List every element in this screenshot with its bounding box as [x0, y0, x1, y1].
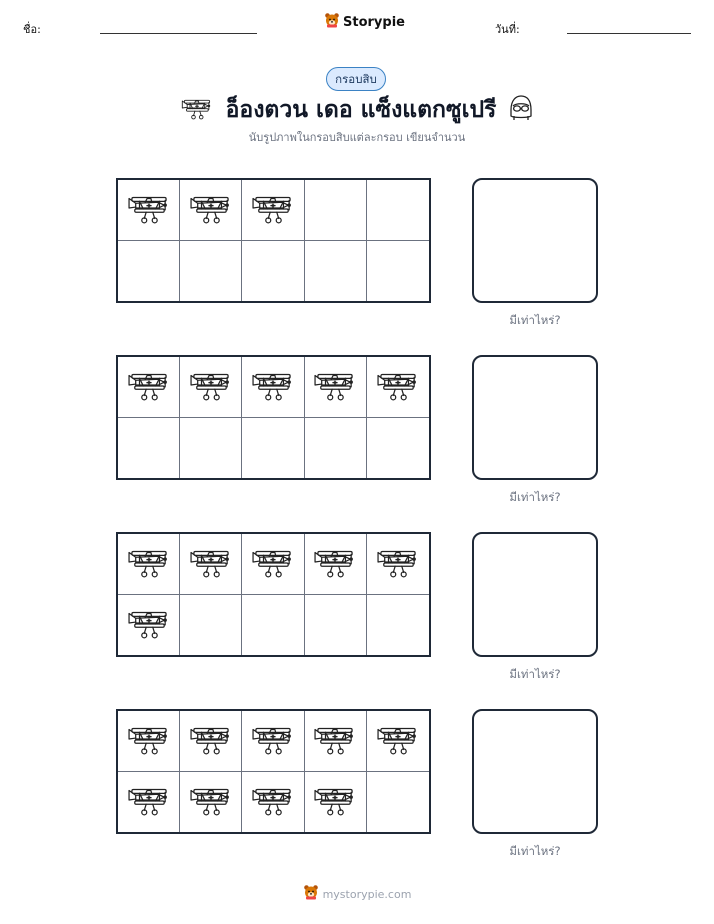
answer-box[interactable]	[472, 532, 598, 657]
ten-frame-cell	[180, 180, 242, 241]
ten-frame-cell	[305, 772, 367, 833]
biplane-icon	[375, 720, 421, 762]
how-many-label: มีเท่าไหร่?	[509, 667, 561, 681]
ten-frame-cell	[242, 241, 304, 302]
name-field-line[interactable]	[100, 33, 257, 34]
ten-frame-cell	[180, 595, 242, 656]
footer-url: mystorypie.com	[322, 887, 412, 901]
brand-name: Storypie	[343, 14, 405, 30]
how-many-label: มีเท่าไหร่?	[509, 490, 561, 504]
how-many-label: มีเท่าไหร่?	[509, 844, 561, 858]
biplane-icon	[188, 189, 234, 231]
biplane-icon	[188, 366, 234, 408]
date-field-line[interactable]	[567, 33, 691, 34]
ten-frame-cell	[242, 357, 304, 418]
biplane-icon	[250, 189, 296, 231]
footer	[0, 884, 714, 904]
ten-frame-cell	[305, 418, 367, 479]
biplane-icon	[250, 720, 296, 762]
ten-frame-cell	[118, 772, 180, 833]
ten-frame-cell	[305, 711, 367, 772]
ten-frame-cell	[305, 595, 367, 656]
biplane-icon	[250, 366, 296, 408]
ten-frame-cell	[367, 241, 429, 302]
brand-logo	[324, 12, 405, 32]
ten-frame-cell	[180, 241, 242, 302]
biplane-icon	[188, 720, 234, 762]
how-many-label: มีเท่าไหร่?	[509, 313, 561, 327]
biplane-icon	[250, 781, 296, 823]
ten-frame-cell	[180, 357, 242, 418]
biplane-icon	[375, 366, 421, 408]
ten-frame	[116, 355, 431, 480]
ten-frame-cell	[118, 180, 180, 241]
biplane-icon	[312, 781, 358, 823]
answer-box[interactable]	[472, 355, 598, 480]
ten-frame	[116, 709, 431, 834]
bear-mascot-icon	[324, 12, 340, 32]
ten-frame-cell	[242, 772, 304, 833]
instructions: นับรูปภาพในกรอบสิบแต่ละกรอบ เขียนจำนวน	[248, 131, 466, 144]
biplane-icon	[250, 543, 296, 585]
ten-frame	[116, 532, 431, 657]
biplane-icon	[126, 543, 172, 585]
ten-frame-cell	[118, 534, 180, 595]
ten-frame-cell	[180, 772, 242, 833]
date-label: วันที่:	[495, 23, 520, 36]
bear-mascot-icon	[303, 884, 319, 904]
biplane-icon	[312, 366, 358, 408]
ten-frame-cell	[242, 595, 304, 656]
biplane-icon	[180, 94, 214, 126]
pilot-helmet-icon	[508, 94, 534, 126]
biplane-icon	[126, 781, 172, 823]
ten-frame-cell	[180, 534, 242, 595]
ten-frame-cell	[118, 241, 180, 302]
ten-frame-cell	[367, 534, 429, 595]
ten-frame-cell	[118, 357, 180, 418]
topic-badge: กรอบสิบ	[326, 67, 386, 91]
ten-frame-cell	[305, 357, 367, 418]
ten-frame-cell	[242, 711, 304, 772]
biplane-icon	[312, 720, 358, 762]
ten-frame	[116, 178, 431, 303]
ten-frame-cell	[367, 180, 429, 241]
biplane-icon	[188, 781, 234, 823]
title-row	[0, 92, 714, 128]
biplane-icon	[375, 543, 421, 585]
ten-frame-cell	[367, 418, 429, 479]
answer-box[interactable]	[472, 709, 598, 834]
biplane-icon	[188, 543, 234, 585]
ten-frame-cell	[305, 180, 367, 241]
name-label: ชื่อ:	[23, 23, 41, 36]
ten-frame-cell	[305, 534, 367, 595]
biplane-icon	[126, 366, 172, 408]
ten-frame-cell	[180, 711, 242, 772]
ten-frame-cell	[367, 772, 429, 833]
ten-frame-cell	[118, 418, 180, 479]
biplane-icon	[126, 720, 172, 762]
biplane-icon	[126, 189, 172, 231]
answer-box[interactable]	[472, 178, 598, 303]
ten-frame-cell	[242, 180, 304, 241]
ten-frame-cell	[367, 595, 429, 656]
ten-frame-cell	[367, 357, 429, 418]
ten-frame-cell	[118, 595, 180, 656]
ten-frame-cell	[305, 241, 367, 302]
ten-frame-cell	[367, 711, 429, 772]
page-title: อ็องตวน เดอ แซ็งแตกซูเปรี	[225, 97, 497, 123]
biplane-icon	[126, 604, 172, 646]
ten-frame-cell	[242, 534, 304, 595]
biplane-icon	[312, 543, 358, 585]
ten-frame-cell	[118, 711, 180, 772]
ten-frame-cell	[180, 418, 242, 479]
ten-frame-cell	[242, 418, 304, 479]
